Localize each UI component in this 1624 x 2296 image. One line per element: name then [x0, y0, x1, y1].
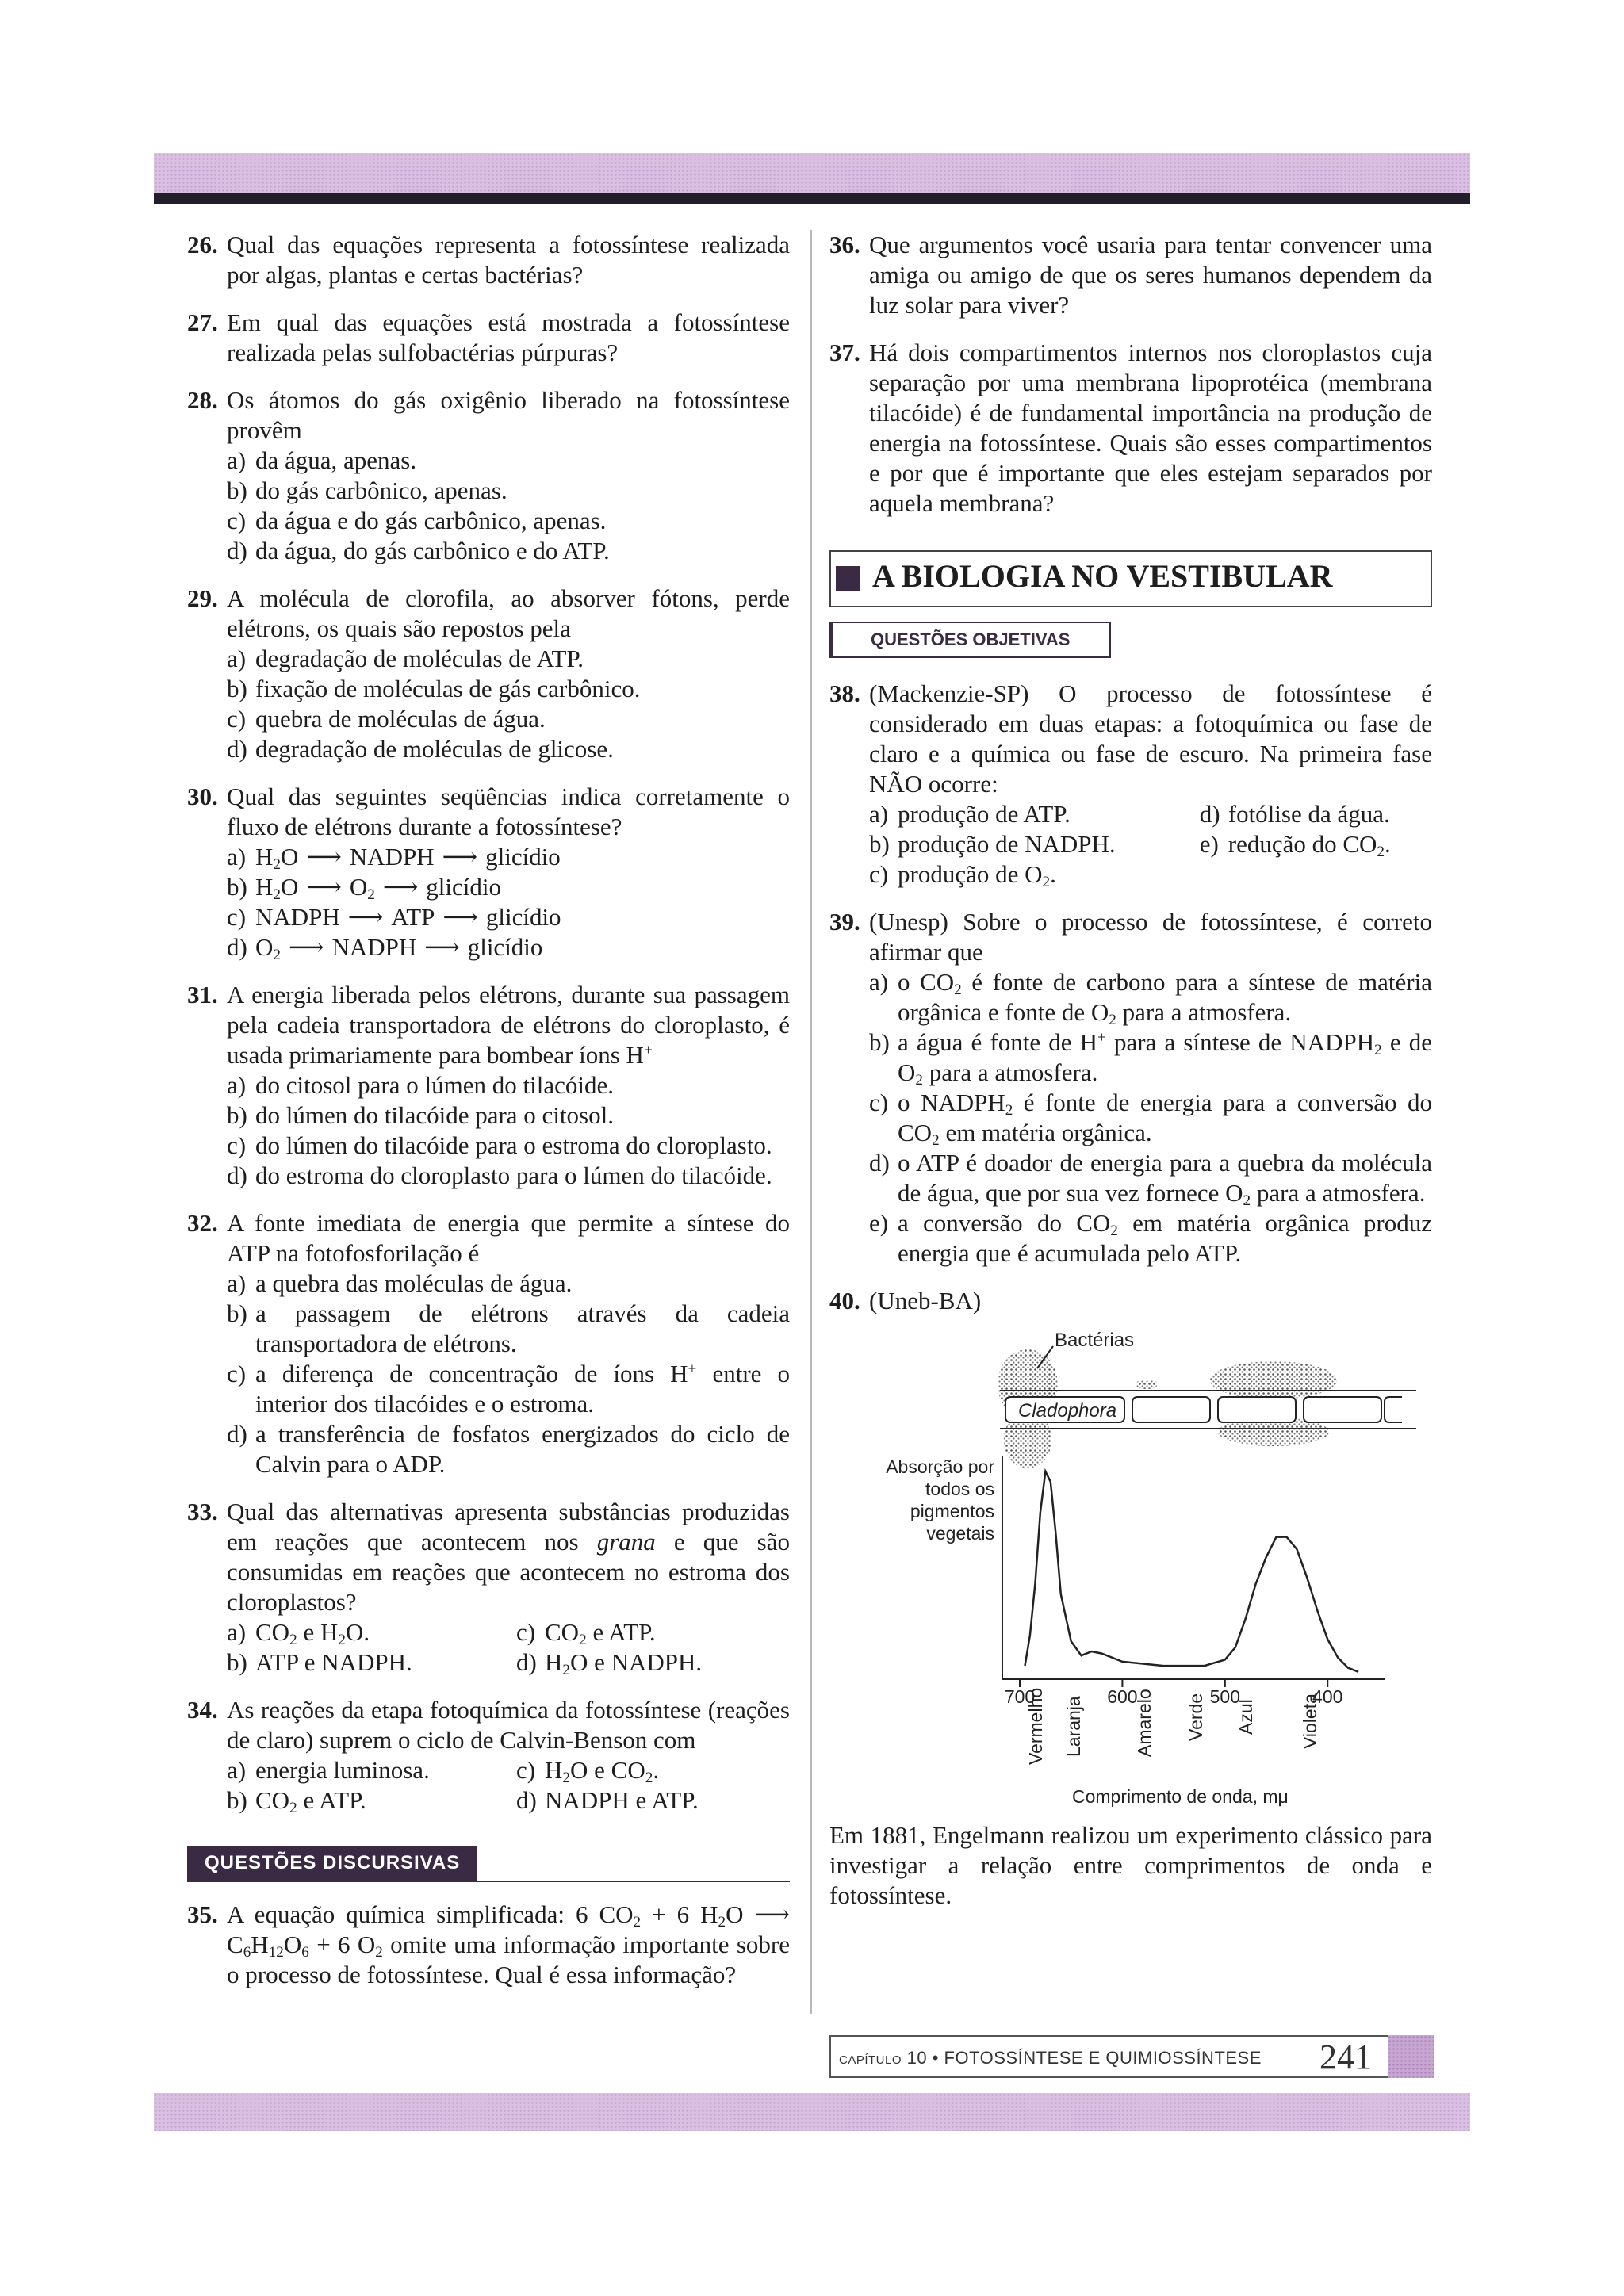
absorption-chart: [829, 1321, 1416, 1812]
option-b: b) ATP e NADPH.: [227, 1648, 412, 1676]
question-text: Qual das seguintes seqüências indica corretamente o fluxo de elétrons durante a fotossíntese?: [227, 783, 790, 840]
question-number: 30.: [187, 783, 218, 810]
question-text: A energia liberada pelos elétrons, durante sua passagem pela cadeia transportadora de elétrons do cloroplasto, é usada primariamente para bombear íons H+: [227, 981, 790, 1069]
banner-square-icon: [836, 566, 860, 591]
option-e: e) redução do $CO_2$.: [1199, 830, 1391, 860]
filament-cell-partial: [1385, 1397, 1402, 1422]
header-band: [154, 153, 1470, 193]
option-a: a) o $CO_2$ é fonte de carbono para a síntese de matéria orgânica e fonte de $O_2$ para a atmosfera.: [869, 968, 1432, 1028]
color-labels: [1025, 1688, 1320, 1765]
footer-band: [154, 2093, 1470, 2131]
option-b: b) $H_2O$ ⟶ $O_2$ ⟶ glicídio: [227, 873, 502, 903]
footer-tab: [1388, 2035, 1434, 2078]
section-header: [187, 1846, 790, 1882]
options-grid: [227, 1617, 790, 1678]
question-number: 34.: [187, 1696, 218, 1724]
option-e: e) a conversão do $CO_2$ em matéria orgânica produz energia que é acumulada pelo ATP.: [869, 1209, 1432, 1267]
section-label-objetivas: QUESTÕES OBJETIVAS: [829, 622, 1111, 658]
x-ticks: [1005, 1679, 1343, 1707]
filament-cell: [1218, 1397, 1296, 1422]
cladophora-label: Cladophora: [1018, 1400, 1117, 1422]
option-c: c) a diferença de concentração de íons H+ entre o interior dos tilacóides e o estroma.: [227, 1360, 790, 1418]
question-text: Qual das equações representa a fotossíntese realizada por algas, plantas e certas bactérias?: [227, 231, 790, 289]
question-text: As reações da etapa fotoquímica da fotossíntese (reações de claro) suprem o ciclo de Calvin-Benson com: [227, 1696, 790, 1754]
option-b: b) do gás carbônico, apenas.: [227, 476, 508, 504]
option-c: c) do lúmen do tilacóide para o estroma do cloroplasto.: [227, 1131, 772, 1159]
question-number: 27.: [187, 308, 218, 336]
option-b: b) $CO_2$ e ATP.: [227, 1786, 366, 1816]
option-b: b) produção de NADPH.: [869, 830, 1116, 858]
chapter-title: CAPÍTULO 10 • FOTOSSÍNTESE E QUIMIOSSÍNTESE: [839, 2048, 1262, 2068]
vestibular-banner: [829, 550, 1432, 607]
option-d: d) do estroma do cloroplasto para o lúmen do tilacóide.: [227, 1161, 772, 1189]
arrow-icon: ⟶: [347, 903, 384, 931]
question-text: Há dois compartimentos internos nos cloroplastos cuja separação por uma membrana lipoprotéica (membrana tilacóide) é de fundamental importância na produção de energia na fotossíntese. Quais são esses compartimentos e por que é importante que eles estejam separados por aquela membrana?: [869, 339, 1432, 517]
question-35: [187, 1900, 790, 1990]
question-number: 32.: [187, 1209, 218, 1237]
question-40: [829, 1286, 1432, 1316]
arrow-icon: ⟶: [424, 933, 460, 961]
arrow-icon: ⟶: [306, 843, 342, 871]
question-39: [829, 907, 1432, 1269]
question-number: 28.: [187, 386, 218, 414]
question-26: [187, 230, 790, 290]
option-c: c) NADPH ⟶ ATP ⟶ glicídio: [227, 903, 561, 931]
question-number: 39.: [829, 908, 860, 936]
option-d: d) da água, do gás carbônico e do ATP.: [227, 537, 610, 564]
option-a: a) produção de ATP.: [869, 800, 1071, 828]
y-label-line: pigmentos: [910, 1501, 994, 1521]
question-37: [829, 338, 1432, 519]
option-d: d) a transferência de fosfatos energizados do ciclo de Calvin para o ADP.: [227, 1420, 790, 1478]
bacteria-cluster-small: [1136, 1380, 1158, 1389]
option-b: b) a água é fonte de H+ para a síntese de $NADPH_2$ e de $O_2$ para a atmosfera.: [869, 1028, 1432, 1089]
color-label-azul: Azul: [1235, 1699, 1256, 1735]
option-c: c) $H_2O$ e $CO_2$.: [516, 1756, 660, 1786]
question-number: 38.: [829, 679, 860, 707]
option-c: c) $CO_2$ e ATP.: [516, 1618, 656, 1648]
option-d: d) $O_2$ ⟶ NADPH ⟶ glicídio: [227, 933, 543, 963]
arrow-icon: ⟶: [382, 873, 419, 901]
options-grid: [869, 799, 1432, 890]
x-tick-label: 500: [1209, 1686, 1241, 1707]
question-34: [187, 1695, 790, 1816]
header-rule: [154, 193, 1470, 204]
question-number: 40.: [829, 1287, 860, 1314]
question-number: 37.: [829, 339, 860, 366]
bacteria-cluster-blue: [1210, 1361, 1337, 1399]
question-text: A equação química simplificada: 6 $CO_2 + 6$ $H_2O$ ⟶ $C_6H_{12}O_6 + 6$ $O_2$ omite uma informação importante sobre o processo de fotossíntese. Qual é essa informação?: [227, 1900, 791, 1988]
right-column: [829, 230, 1432, 1911]
color-label-verde: Verde: [1185, 1693, 1206, 1741]
question-27: [187, 308, 790, 368]
question-text: (Uneb-BA): [869, 1287, 982, 1314]
option-c: c) produção de $O_2$.: [869, 860, 1056, 890]
options-grid: [227, 1755, 790, 1816]
question-31: [187, 980, 790, 1191]
x-tick-label: 700: [1004, 1686, 1036, 1707]
question-text: (Unesp) Sobre o processo de fotossíntese, é correto afirmar que: [869, 908, 1432, 966]
left-column: [187, 230, 790, 2007]
question-number: 33.: [187, 1498, 218, 1525]
x-tick-label: 600: [1107, 1686, 1138, 1707]
option-c: c) quebra de moléculas de água.: [227, 705, 546, 733]
question-text: Que argumentos você usaria para tentar convencer uma amiga ou amigo de que os seres humanos dependem da luz solar para viver?: [869, 231, 1432, 319]
question-36: [829, 230, 1432, 320]
y-label-line: vegetais: [926, 1523, 994, 1544]
y-axis-label: [886, 1456, 994, 1544]
option-d: d) NADPH e ATP.: [516, 1786, 699, 1814]
option-c: c) da água e do gás carbônico, apenas.: [227, 507, 607, 534]
arrow-icon: ⟶: [442, 843, 478, 871]
x-tick-label: 400: [1312, 1686, 1343, 1707]
option-d: d) o ATP é doador de energia para a quebra da molécula de água, que por sua vez fornece $O_2$ para a atmosfera.: [869, 1149, 1432, 1209]
absorption-curve: [1025, 1471, 1359, 1672]
question-number: 26.: [187, 231, 218, 258]
question-38: [829, 679, 1432, 890]
section-label-discursivas: QUESTÕES DISCURSIVAS: [187, 1846, 477, 1881]
question-number: 29.: [187, 584, 218, 612]
color-label-amarelo: Amarelo: [1134, 1689, 1155, 1757]
color-label-violeta: Violeta: [1300, 1693, 1320, 1749]
option-d: d) $H_2O$ e NADPH.: [516, 1648, 703, 1678]
closing-text: Em 1881, Engelmann realizou um experimento clássico para investigar a relação entre comprimentos de onda e fotossíntese.: [829, 1821, 1432, 1909]
color-label-laranja: Laranja: [1063, 1696, 1084, 1757]
question-text: (Mackenzie-SP) O processo de fotossíntese é considerado em duas etapas: a fotoquímica ou fase de claro e a química ou fase de escuro. Na primeira fase NÃO ocorre:: [869, 679, 1432, 798]
vestibular-title: A BIOLOGIA NO VESTIBULAR: [872, 558, 1333, 594]
option-a: a) $CO_2$ e $H_2O$.: [227, 1618, 370, 1648]
question-28: [187, 385, 790, 566]
engelmann-figure: [829, 1321, 1416, 1812]
question-number: 35.: [187, 1900, 218, 1928]
question-29: [187, 584, 790, 764]
option-a: a) energia luminosa.: [227, 1756, 430, 1784]
option-d: d) fotólise da água.: [1199, 800, 1390, 828]
question-text: Em qual das equações está mostrada a fotossíntese realizada pelas sulfobactérias púrpuras?: [227, 308, 790, 366]
x-axis-label: Comprimento de onda, mμ: [1072, 1786, 1289, 1807]
filament-cell: [1304, 1397, 1381, 1422]
question-30: [187, 782, 790, 962]
option-b: b) do lúmen do tilacóide para o citosol.: [227, 1101, 614, 1129]
arrow-icon: ⟶: [442, 903, 478, 931]
question-text: Os átomos do gás oxigênio liberado na fotossíntese provêm: [227, 386, 790, 444]
option-b: b) a passagem de elétrons através da cadeia transportadora de elétrons.: [227, 1299, 790, 1357]
color-label-vermelho: Vermelho: [1025, 1687, 1046, 1765]
question-33: [187, 1497, 790, 1678]
page-number: 241: [1320, 2038, 1372, 2076]
option-d: d) degradação de moléculas de glicose.: [227, 735, 614, 763]
question-text: A fonte imediata de energia que permite a síntese do ATP na fotofosforilação é: [227, 1209, 790, 1267]
question-text: A molécula de clorofila, ao absorver fótons, perde elétrons, os quais são repostos pela: [227, 584, 790, 642]
option-a: a) a quebra das moléculas de água.: [227, 1269, 573, 1297]
arrow-icon: ⟶: [289, 933, 324, 961]
arrow-icon: ⟶: [306, 873, 342, 901]
bacterias-label: Bactérias: [1055, 1330, 1135, 1351]
option-c: c) o $NADPH_2$ é fonte de energia para a conversão do $CO_2$ em matéria orgânica.: [869, 1089, 1432, 1149]
option-a: a) $H_2O$ ⟶ NADPH ⟶ glicídio: [227, 843, 561, 873]
question-text: Qual das alternativas apresenta substâncias produzidas em reações que acontecem nos grana e que são consumidas em reações que acontecem no estroma dos cloroplastos?: [227, 1498, 790, 1616]
question-number: 31.: [187, 981, 218, 1008]
option-a: a) do citosol para o lúmen do tilacóide.: [227, 1071, 614, 1099]
column-divider: [810, 230, 812, 2014]
question-32: [187, 1208, 790, 1479]
y-label-line: todos os: [925, 1479, 994, 1499]
question-number: 36.: [829, 231, 860, 258]
option-a: a) degradação de moléculas de ATP.: [227, 645, 584, 672]
option-a: a) da água, apenas.: [227, 446, 417, 474]
filament-cell: [1132, 1397, 1210, 1422]
page-footer: [829, 2035, 1434, 2078]
option-b: b) fixação de moléculas de gás carbônico.: [227, 675, 641, 702]
y-label-line: Absorção por: [886, 1456, 994, 1477]
